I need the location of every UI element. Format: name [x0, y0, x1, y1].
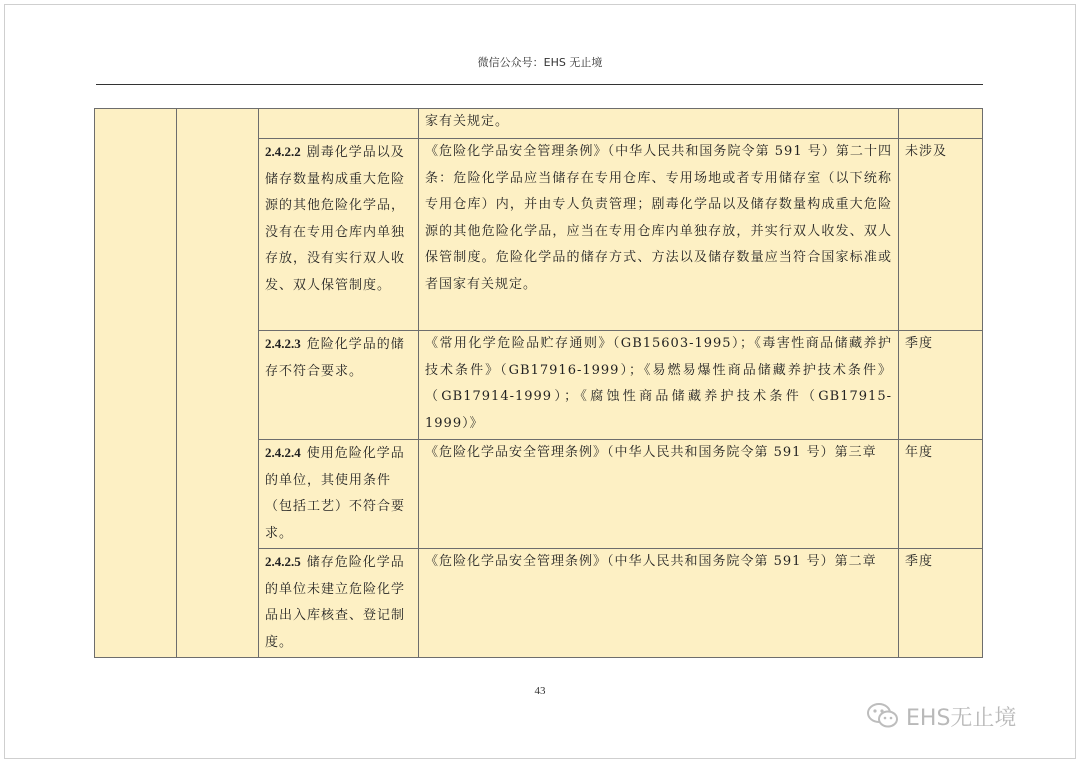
item-cell	[259, 109, 419, 139]
frequency-cell	[899, 109, 983, 139]
item-code: 2.4.2.5	[265, 554, 301, 569]
item-text: 剧毒化学品以及储存数量构成重大危险源的其他危险化学品，没有在专用仓库内单独存放，没有实行双人收发、双人保管制度。	[265, 145, 406, 293]
item-cell	[259, 440, 419, 549]
frequency-cell: 季度	[899, 331, 983, 440]
frequency-cell: 年度	[899, 440, 983, 549]
item-cell	[259, 139, 419, 331]
regulation-table	[94, 108, 983, 658]
basis-cell: 家有关规定。	[419, 109, 899, 139]
frequency-cell: 季度	[899, 549, 983, 658]
page-number: 43	[534, 685, 546, 697]
item-cell	[259, 549, 419, 658]
frequency-cell: 未涉及	[899, 139, 983, 331]
basis-cell: 《常用化学危险品贮存通则》（GB15603-1995）；《毒害性商品储藏养护技术条件》（GB17916-1999）；《易燃易爆性商品储藏养护技术条件》（GB17914-1999）；《腐蚀性商品储藏养护技术条件（GB17915-1999）》	[419, 331, 899, 440]
item-code: 2.4.2.4	[265, 445, 301, 460]
basis-cell: 《危险化学品安全管理条例》（中华人民共和国务院令第 591 号）第三章	[419, 440, 899, 549]
watermark-text: EHS无止境	[906, 705, 1017, 731]
item-cell	[259, 331, 419, 440]
basis-cell: 《危险化学品安全管理条例》（中华人民共和国务院令第 591 号）第二十四条：危险化学品应当储存在专用仓库、专用场地或者专用储存室（以下统称专用仓库）内，并由专人负责管理；剧毒化学品以及储存数量构成重大危险源的其他危险化学品，应当在专用仓库内单独存放，并实行双人收发、双人保管制度。危险化学品的储存方式、方法以及储存数量应当符合国家标准或者国家有关规定。	[419, 139, 899, 331]
page-header: 微信公众号：EHS 无止境	[477, 56, 603, 69]
watermark	[866, 700, 1016, 732]
item-text: 危险化学品的储存不符合要求。	[265, 337, 405, 379]
item-text: 储存危险化学品的单位未建立危险化学品出入库核查、登记制度。	[265, 555, 406, 650]
item-text: 使用危险化学品的单位，其使用条件（包括工艺）不符合要求。	[265, 446, 406, 541]
category-cell	[95, 109, 177, 658]
header-rule	[96, 84, 983, 85]
basis-cell: 《危险化学品安全管理条例》（中华人民共和国务院令第 591 号）第二章	[419, 549, 899, 658]
item-code: 2.4.2.3	[265, 336, 301, 351]
item-code: 2.4.2.2	[265, 144, 301, 159]
table-row	[95, 109, 983, 139]
subcategory-cell	[177, 109, 259, 658]
wechat-icon	[866, 701, 900, 731]
